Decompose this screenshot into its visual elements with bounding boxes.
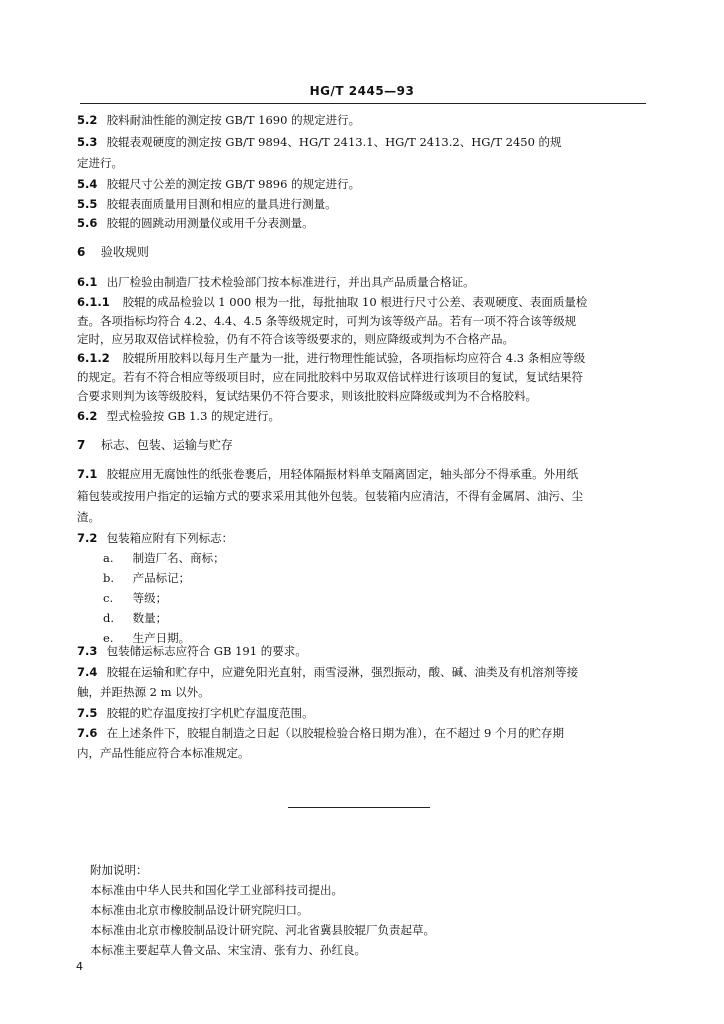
section-title: 标志、包装、运输与贮存 (100, 438, 233, 452)
list-item (103, 610, 673, 626)
list-text: 制造厂名、商标； (132, 551, 225, 565)
clause-5-4 (77, 176, 647, 192)
clause-5-6 (77, 215, 647, 231)
clause-text: 胶辊应用无腐蚀性的纸张卷裹后，用轻体隔振材料单支隔离固定，轴头部分不得承重。外用纸 (106, 467, 579, 481)
section-6-heading (77, 244, 647, 260)
clause-6-2 (77, 408, 647, 424)
clause-number: 6.2 (77, 409, 98, 423)
section-7-heading (77, 437, 647, 453)
clause-6-1-2 (77, 350, 647, 366)
list-letter: c. (103, 591, 114, 605)
clause-text: 胶辊的圆跳动用测量仪或用千分表测量。 (106, 216, 314, 230)
clause-number: 5.5 (77, 197, 98, 211)
list-text: 数量； (132, 611, 168, 625)
clause-text: 包装箱应附有下列标志： (106, 531, 234, 545)
clause-text: 定进行。 (77, 156, 123, 170)
clause-text: 胶辊表观硬度的测定按 GB/T 9894、HG/T 2413.1、HG/T 2413.2、HG/T 2450 的规 (106, 135, 562, 149)
clause-5-2 (77, 112, 647, 128)
clause-text: 定时，应另取双倍试样检验，仍有不符合该等级要求的，则应降级或判为不合格产品。 (77, 332, 514, 346)
clause-text: 胶辊所用胶料以每月生产量为一批，进行物理性能试验，各项指标均应符合 4.3 条相应等级 (122, 351, 586, 365)
list-item (103, 570, 673, 586)
clause-7-1-cont (77, 509, 647, 525)
list-letter: a. (103, 551, 114, 565)
page-number: 4 (76, 960, 83, 973)
clause-text: 合要求则判为该等级胶料，复试结果仍不符合要求，则该批胶料应降级或判为不合格胶料。 (77, 389, 537, 403)
clause-text: 的规定。若有不符合相应等级项目时，应在同批胶料中另取双倍试样进行该项目的复试，复试结果符 (77, 370, 583, 384)
clause-text: 箱包装或按用户指定的运输方式的要求采用其他外包装。包装箱内应清洁，不得有金属屑、油污、尘 (77, 489, 583, 503)
section-number: 7 (77, 438, 86, 452)
clause-5-5 (77, 196, 647, 212)
clause-7-5 (77, 705, 647, 721)
list-text: 产品标记； (132, 571, 191, 585)
clause-text: 型式检验按 GB 1.3 的规定进行。 (106, 409, 281, 423)
note-line: 本标准由北京市橡胶制品设计研究院归口。 (90, 903, 309, 917)
clause-text: 胶辊在运输和贮存中，应避免阳光直射，雨雪浸淋，强烈振动，酸、碱、油类及有机溶剂等接 (106, 665, 579, 679)
list-text: 生产日期。 (132, 631, 191, 645)
list-item (103, 590, 673, 606)
note-line: 本标准主要起草人鲁文品、宋宝清、张有力、孙红良。 (90, 943, 366, 957)
clause-number: 5.2 (77, 113, 98, 127)
clause-5-3 (77, 134, 647, 150)
clause-6-1-1-cont (77, 331, 647, 347)
clause-6-1-2-cont (77, 369, 647, 385)
clause-7-1 (77, 466, 647, 482)
clause-number: 7.4 (77, 665, 98, 679)
section-number: 6 (77, 245, 86, 259)
clause-6-1 (77, 274, 647, 290)
end-divider (288, 807, 430, 808)
clause-6-1-1-cont (77, 313, 647, 329)
clause-text: 胶料耐油性能的测定按 GB/T 1690 的规定进行。 (106, 113, 361, 127)
clause-7-4-cont (77, 684, 647, 700)
section-title: 验收规则 (100, 245, 149, 259)
clause-5-3-cont (77, 155, 647, 171)
note-line: 本标准由北京市橡胶制品设计研究院、河北省冀县胶辊厂负责起草。 (90, 923, 435, 937)
list-item (103, 550, 673, 566)
clause-text: 触，并距热源 2 m 以外。 (77, 685, 210, 699)
clause-number: 7.5 (77, 706, 98, 720)
clause-text: 胶辊的贮存温度按打字机贮存温度范围。 (106, 706, 314, 720)
clause-number: 6.1.1 (77, 295, 110, 309)
clause-number: 7.2 (77, 531, 98, 545)
list-letter: b. (103, 571, 115, 585)
list-text: 等级； (132, 591, 168, 605)
clause-text: 出厂检验由制造厂技术检验部门按本标准进行，并出具产品质量合格证。 (106, 275, 475, 289)
list-letter: e. (103, 631, 114, 645)
clause-6-1-1 (77, 294, 647, 310)
clause-text: 内，产品性能应符合本标准规定。 (77, 746, 250, 760)
clause-number: 7.1 (77, 467, 98, 481)
clause-number: 5.6 (77, 216, 98, 230)
clause-text: 查。各项指标均符合 4.2、4.4、4.5 条等级规定时，可判为该等级产品。若有一项不符合该等级规 (77, 314, 577, 328)
clause-text: 胶辊表面质量用目测和相应的量具进行测量。 (106, 197, 337, 211)
standard-number-header: HG/T 2445—93 (309, 84, 415, 98)
clause-text: 在上述条件下，胶辊自制造之日起（以胶辊检验合格日期为准），在不超过 9 个月的贮存期 (106, 726, 565, 740)
clause-number: 6.1 (77, 275, 98, 289)
clause-number: 7.6 (77, 726, 98, 740)
clause-7-1-cont (77, 488, 647, 504)
clause-7-6-cont (77, 745, 647, 761)
clause-7-3 (77, 643, 647, 659)
clause-7-2 (77, 530, 647, 546)
clause-number: 5.4 (77, 177, 98, 191)
clause-6-1-2-cont (77, 388, 647, 404)
clause-number: 5.3 (77, 135, 98, 149)
clause-text: 渣。 (77, 510, 100, 524)
clause-number: 7.3 (77, 644, 98, 658)
clause-number: 6.1.2 (77, 351, 110, 365)
clause-text: 胶辊的成品检验以 1 000 根为一批，每批抽取 10 根进行尺寸公差、表观硬度、表面质量检 (122, 295, 588, 309)
note-line: 本标准由中华人民共和国化学工业部科技司提出。 (90, 883, 343, 897)
list-letter: d. (103, 611, 115, 625)
clause-text: 包装储运标志应符合 GB 191 的要求。 (106, 644, 307, 658)
notes-title: 附加说明： (90, 863, 148, 877)
clause-text: 胶辊尺寸公差的测定按 GB/T 9896 的规定进行。 (106, 177, 361, 191)
clause-7-4 (77, 664, 647, 680)
clause-7-6 (77, 725, 647, 741)
header-rule (80, 103, 646, 104)
